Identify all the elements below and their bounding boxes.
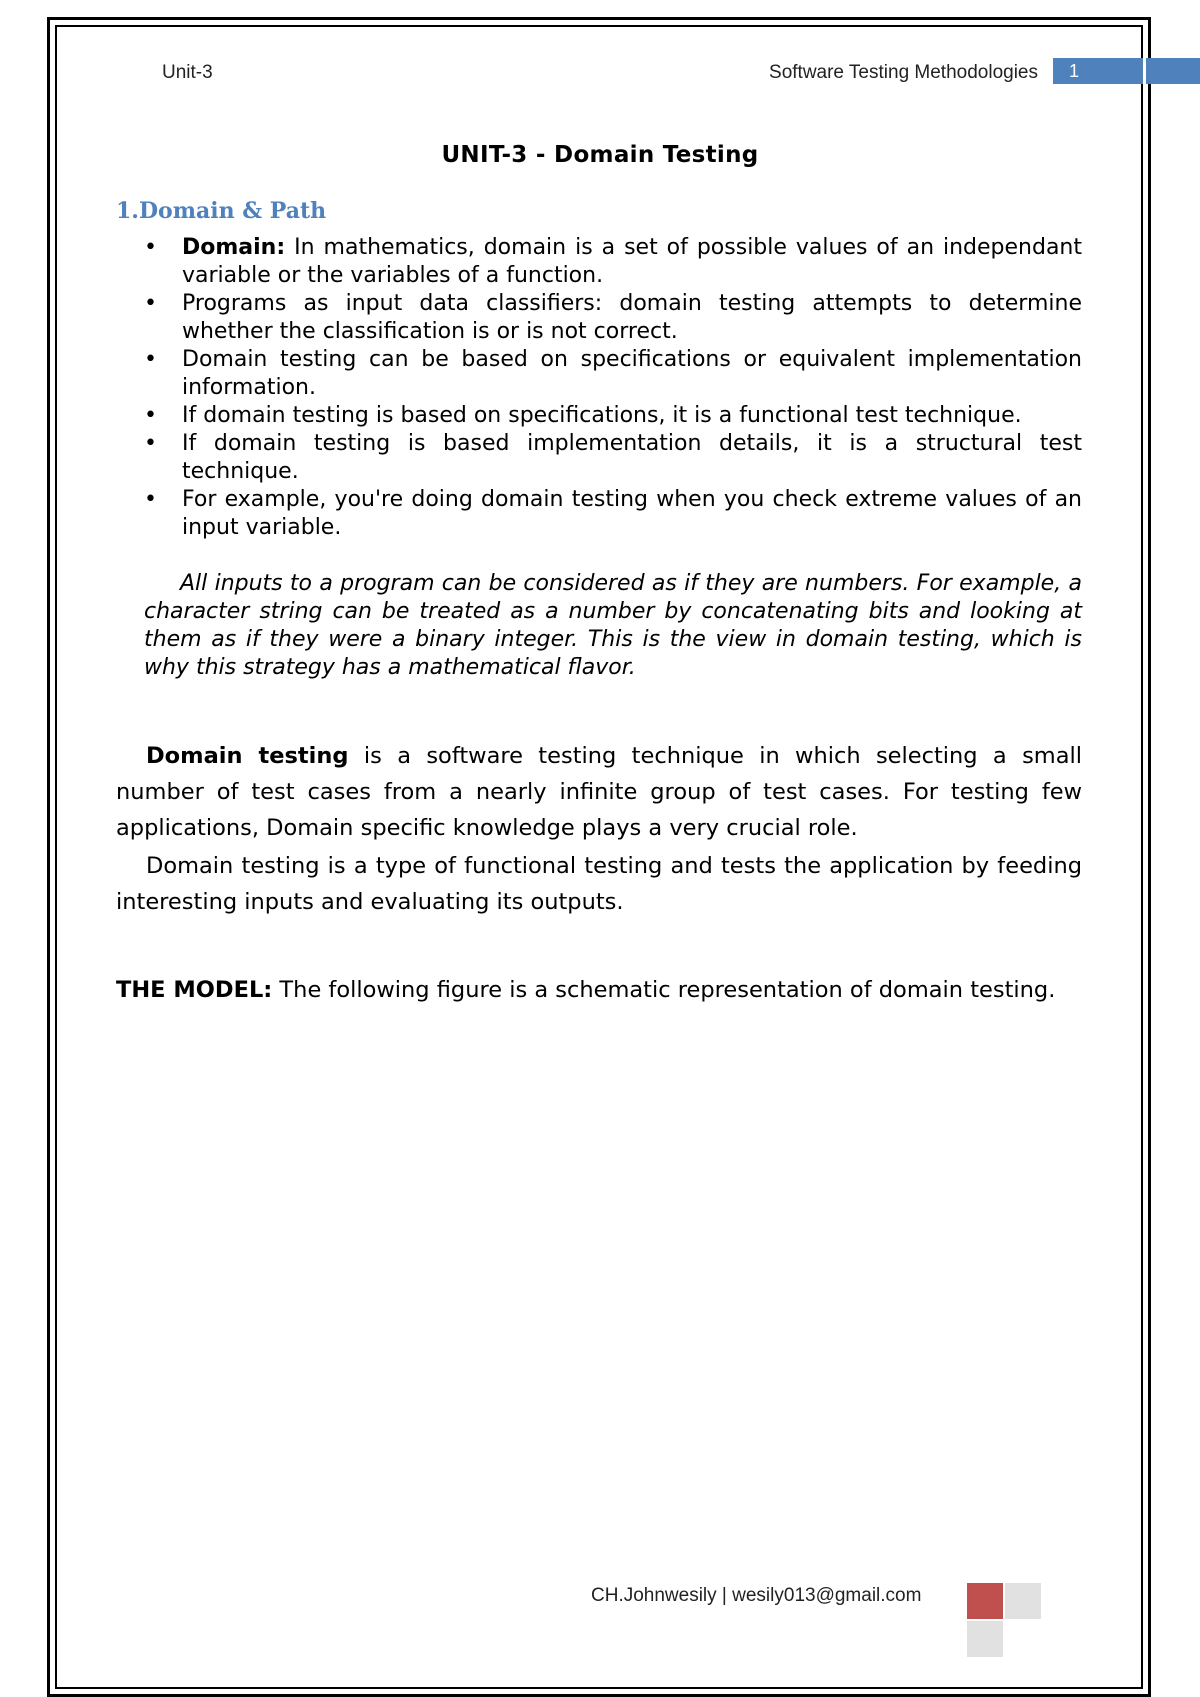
bullet-text: In mathematics, domain is a set of possible values of an independant variable or the variables of a function. bbox=[182, 235, 1082, 288]
model-text: The following figure is a schematic representation of domain testing. bbox=[272, 977, 1056, 1003]
bullet-item bbox=[144, 486, 1082, 542]
footer-decoration-red bbox=[967, 1583, 1003, 1619]
bullet-text: If domain testing is based implementation details, it is a structural test technique. bbox=[182, 431, 1082, 484]
model-lead: THE MODEL: bbox=[116, 977, 273, 1003]
footer-author: CH.Johnwesily | wesily013@gmail.com bbox=[591, 1585, 922, 1606]
bullet-text: For example, you're doing domain testing when you check extreme values of an input variable. bbox=[182, 487, 1082, 540]
italic-note: All inputs to a program can be considered as if they are numbers. For example, a character string can be treated as a number by concatenating bits and looking at them as if they were a binary integer. This is the view in domain testing, which is why this strategy has a mathematical flavor. bbox=[144, 571, 1082, 680]
bullet-item bbox=[144, 234, 1082, 290]
footer-decoration-gray bbox=[1005, 1583, 1041, 1619]
header-course-title: Software Testing Methodologies bbox=[769, 62, 1038, 83]
paragraph-functional-testing: Domain testing is a type of functional testing and tests the application by feeding interesting inputs and evaluating its outputs. bbox=[116, 853, 1082, 915]
paragraph-text: is a software testing technique in which selecting a small number of test cases from a nearly infinite group of test cases. For testing few applications, Domain specific knowledge plays a very crucial role. bbox=[116, 743, 1082, 841]
paragraph-lead: Domain testing bbox=[146, 743, 349, 769]
bullet-item bbox=[144, 346, 1082, 402]
document-title: UNIT-3 - Domain Testing bbox=[441, 142, 759, 168]
bullet-text: If domain testing is based on specifications, it is a functional test technique. bbox=[182, 403, 1022, 428]
bullet-item bbox=[144, 402, 1082, 430]
bullet-lead: Domain: bbox=[182, 235, 286, 260]
page-tab-divider bbox=[1143, 58, 1146, 84]
bullet-text: Programs as input data classifiers: domain testing attempts to determine whether the classification is or is not correct. bbox=[182, 291, 1082, 344]
bullet-item bbox=[144, 290, 1082, 346]
model-paragraph bbox=[116, 974, 1056, 1006]
header-unit-label: Unit-3 bbox=[162, 62, 213, 83]
bullet-list bbox=[144, 234, 1082, 542]
footer-decoration-gray-lower bbox=[967, 1621, 1003, 1657]
bullet-text: Domain testing can be based on specifications or equivalent implementation information. bbox=[182, 347, 1082, 400]
section-heading: 1.Domain & Path bbox=[116, 198, 327, 224]
paragraph-domain-testing bbox=[116, 738, 1082, 846]
bullet-item bbox=[144, 430, 1082, 486]
page-number: 1 bbox=[1069, 61, 1080, 81]
